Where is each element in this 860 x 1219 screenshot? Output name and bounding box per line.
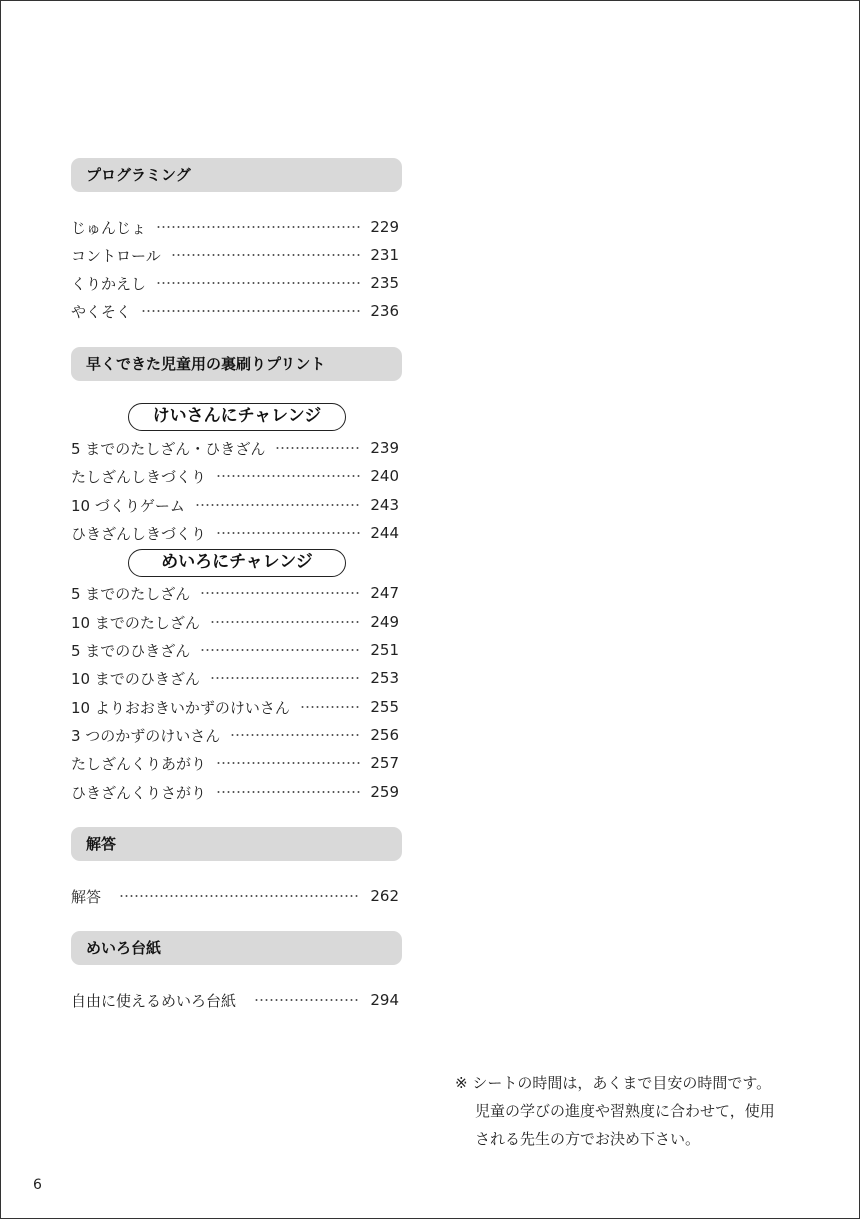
toc-entry-title: たしざんしきづくり: [71, 467, 207, 486]
dot-leader: [216, 532, 360, 534]
toc-entry[interactable]: [71, 696, 399, 718]
dot-leader: [200, 592, 360, 594]
dot-leader: [254, 999, 360, 1001]
toc-entry[interactable]: [71, 437, 399, 459]
toc-entry[interactable]: [71, 494, 399, 516]
meiro-challenge-label: めいろにチャレンジ: [128, 549, 346, 577]
toc-entry-title: コントロール: [71, 246, 161, 265]
toc-entry[interactable]: [71, 272, 399, 294]
toc-entry-title: 10 までのひきざん: [71, 669, 200, 688]
toc-entry-page: 255: [370, 698, 399, 716]
dot-leader: [210, 677, 361, 679]
note-line: される先生の方でお決め下さい。: [475, 1130, 701, 1148]
toc-entry-title: くりかえし: [71, 274, 147, 293]
toc-entry-page: 229: [370, 218, 399, 236]
dot-leader: [195, 504, 361, 506]
toc-entry-title: 3 つのかずのけいさん: [71, 726, 221, 745]
toc-entry-title: 自由に使えるめいろ台紙: [71, 991, 237, 1010]
toc-entry[interactable]: [71, 639, 399, 661]
section-header-maze-sheets: めいろ台紙: [71, 931, 402, 965]
toc-entry-title: 10 よりおおきいかずのけいさん: [71, 698, 290, 717]
toc-entry-title: じゅんじょ: [71, 218, 147, 237]
toc-entry-title: 5 までのたしざん: [71, 584, 191, 603]
dot-leader: [156, 226, 360, 228]
toc-entry-page: 259: [370, 783, 399, 801]
toc-entry-page: 239: [370, 439, 399, 457]
toc-entry[interactable]: [71, 522, 399, 544]
toc-entry-title: やくそく: [71, 302, 132, 321]
toc-entry-page: 243: [370, 496, 399, 514]
toc-entry-page: 257: [370, 754, 399, 772]
toc-entry-title: 解答: [71, 887, 102, 906]
toc-entry-page: 235: [370, 274, 399, 292]
toc-entry-page: 247: [370, 584, 399, 602]
toc-entry[interactable]: [71, 216, 399, 238]
toc-entry-page: 236: [370, 302, 399, 320]
dot-leader: [300, 706, 361, 708]
dot-leader: [216, 475, 360, 477]
toc-entry[interactable]: [71, 724, 399, 746]
toc-entry-page: 256: [370, 726, 399, 744]
toc-entry-page: 240: [370, 467, 399, 485]
dot-leader: [216, 791, 360, 793]
toc-entry-page: 262: [370, 887, 399, 905]
time-note: [455, 1069, 835, 1153]
toc-entry[interactable]: [71, 989, 399, 1011]
toc-entry-title: ひきざんくりさがり: [71, 783, 207, 802]
toc-entry-page: 251: [370, 641, 399, 659]
toc-entry-title: たしざんくりあがり: [71, 754, 207, 773]
note-line: ※ シートの時間は，あくまで目安の時間です。: [455, 1074, 772, 1092]
toc-entry-title: 10 までのたしざん: [71, 613, 200, 632]
toc-entry-title: 5 までのたしざん・ひきざん: [71, 439, 266, 458]
dot-leader: [210, 621, 361, 623]
dot-leader: [275, 447, 360, 449]
toc-entry-title: 10 づくりゲーム: [71, 496, 185, 515]
dot-leader: [156, 282, 360, 284]
dot-leader: [141, 310, 360, 312]
toc-entry[interactable]: [71, 667, 399, 689]
section-header-answers: 解答: [71, 827, 402, 861]
dot-leader: [216, 762, 360, 764]
toc-entry-page: 244: [370, 524, 399, 542]
toc-entry[interactable]: [71, 465, 399, 487]
toc-entry[interactable]: [71, 611, 399, 633]
keisan-challenge-label: けいさんにチャレンジ: [128, 403, 346, 431]
note-line: 児童の学びの進度や習熟度に合わせて，使用: [475, 1102, 775, 1120]
toc-entry[interactable]: [71, 582, 399, 604]
toc-entry[interactable]: [71, 885, 399, 907]
toc-entry[interactable]: [71, 752, 399, 774]
page-number: 6: [33, 1177, 42, 1193]
toc-entry-page: 294: [370, 991, 399, 1009]
toc-entry[interactable]: [71, 244, 399, 266]
toc-entry-title: ひきざんしきづくり: [71, 524, 207, 543]
section-header-extra-prints: 早くできた児童用の裏刷りプリント: [71, 347, 402, 381]
dot-leader: [171, 254, 361, 256]
dot-leader: [119, 895, 360, 897]
toc-entry-page: 231: [370, 246, 399, 264]
dot-leader: [230, 734, 360, 736]
toc-entry[interactable]: [71, 300, 399, 322]
toc-entry[interactable]: [71, 781, 399, 803]
toc-entry-page: 249: [370, 613, 399, 631]
toc-entry-page: 253: [370, 669, 399, 687]
dot-leader: [200, 649, 360, 651]
toc-entry-title: 5 までのひきざん: [71, 641, 191, 660]
section-header-programming: プログラミング: [71, 158, 402, 192]
